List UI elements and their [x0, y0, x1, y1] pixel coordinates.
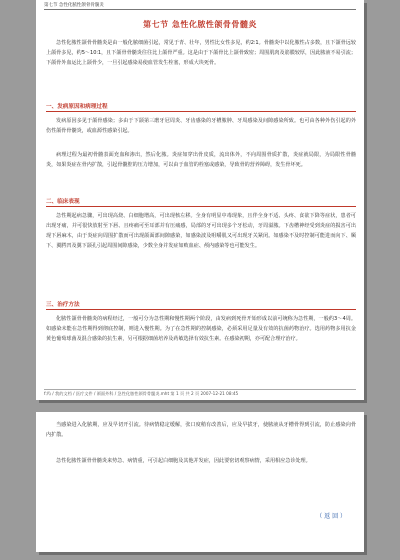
causes-paragraph-2: 病理过程为最初骨髓表面充血和渗出，然后化脓。炎症如穿出骨皮质，流出体外，不向周围骨质扩散，炎症就局限，为局限性骨髓炎，如果炎症在骨内扩散，引起骨髓腔的压力增加，可以由于血管的栓塞或感染，导致骨的营养障碍，发生骨坏死。: [46, 152, 356, 168]
causes-paragraph-1: 发病原因多见于颌骨感染；多由于下颌第三磨牙冠周炎、牙齿感染的牙槽脓肿、牙周感染及间隙感染所致。也可由各种外伤引起的外伤性颌骨骨髓炎，或血源性感染引起。: [46, 118, 356, 134]
document-page-1: [36, 0, 364, 400]
back-link[interactable]: （ 返 回 ）: [316, 513, 346, 520]
treatment-paragraph-2: 当感染进入化脓期，应及早切开引流。待病情稳定缓解，张口度稍有改善后，应及早拔牙，使脓液从牙槽骨得到引流，防止感染向骨内扩散。: [46, 422, 356, 438]
treatment-paragraph: 化脓性颌骨骨髓炎的病程经过，一般可分为急性期和慢性期两个阶段，由发病到死骨开始形成以前可统称为急性期，一般约3～4周。如感染未能在急性期得到彻底控制，则进入慢性期。为了在急性期的控制感染，必须采用足量及有效的抗菌药物治疗。选用药物多用抗金黄色葡萄球菌及混合感染的抗生素，另可根据细菌培养及药敏选择有效抗生素。在感染初期，亦可配合理疗治疗。: [46, 316, 356, 342]
section-heading-treatment: 三、治疗方法: [46, 300, 356, 310]
section-heading-causes: 一、发病原因和病理过程: [46, 102, 356, 112]
treatment-paragraph-3: 急性化脓性颌骨骨髓炎来势急、病情重，可引起白细胞及其他并发症，因此要密切观察病情，采用相应急诊处理。: [56, 458, 311, 464]
chapter-title: 第七节 急性化脓性颌骨骨髓炎: [143, 20, 257, 29]
intro-paragraph: 急性化脓性颌骨骨髓炎是由一般化脓细菌引起，常见于青、壮年，男性比女性多见，约2∶1。骨髓炎中以化脓性占多数，且下颌骨远较上颌骨多见，约5～10∶1，且下颌骨骨髓炎往往比上颌骨严重。这是由于下颌骨比上颌骨致密；周围肌肉及筋膜较厚，因此脓液不易引流；下颌骨外血运比上颌骨少，一旦引起感染易使血管发生栓塞，形成大块死骨。: [46, 40, 356, 66]
page-header: 第七节 急性化脓性颌骨骨髓炎: [44, 2, 356, 10]
document-page-2: [36, 412, 364, 552]
symptoms-paragraph: 急性期起病急骤，可出现高烧、白细胞增高，可出现核左移。全身有明显中毒现象，且伴全身不适、头疼、食欲下降等症状，患者可出现牙痛，并可很快放射至下唇、且疼痛可至耳部并有压痛感，局部的牙可出现多个牙松动，牙周溢脓。下齿槽神经受到炎症的损害可出现下唇麻木，由于炎症向周围扩散而可出现颌面部间隙感染，如感染波及咀嚼肌又可出现牙关紧闭。如感染不及时控制可能进而向下、颞下、翼腭凹及翼下颌孔引起周围间隙感染，少数全身并发症如败血症、颅内感染等也可能发生。: [46, 213, 356, 249]
section-heading-symptoms: 二、临床表现: [46, 197, 356, 207]
page-footer: f:/\\ / 我的文档 / 医疗文件 / 颌面外科 / 急性化脓性颌骨骨髓炎.mht 第 1 页 共 2 页 2007-12-21 08:45: [44, 389, 356, 397]
